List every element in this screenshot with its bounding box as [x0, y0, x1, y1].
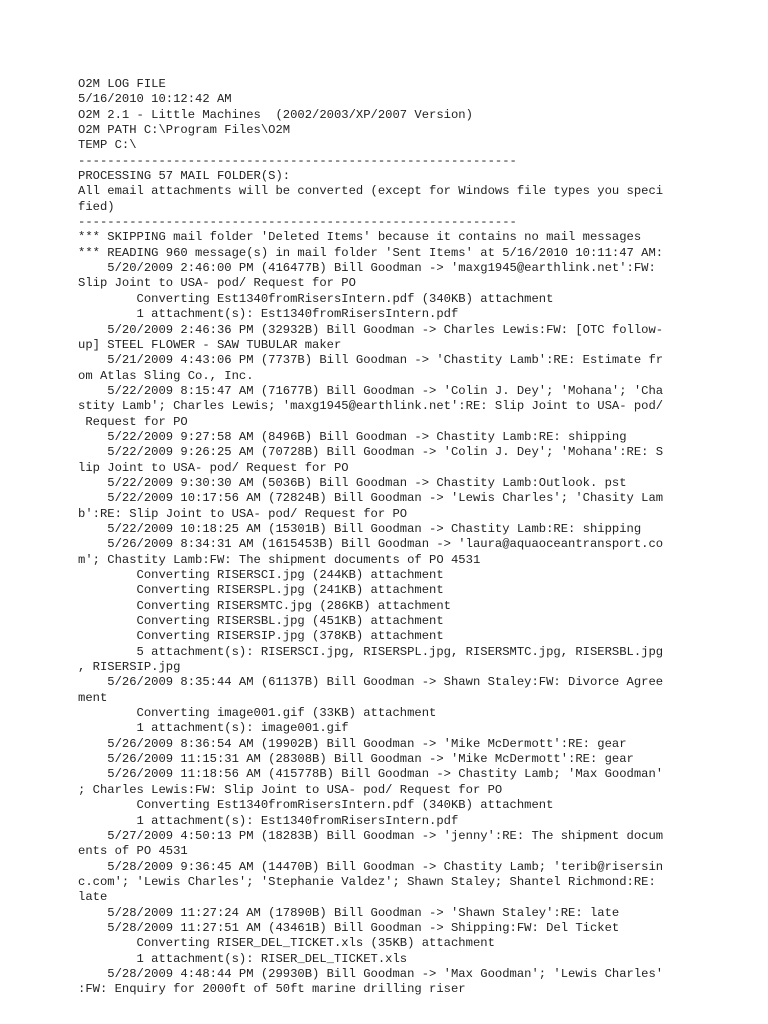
- log-line: ents of PO 4531: [78, 844, 188, 859]
- log-line: 5/20/2009 2:46:00 PM (416477B) Bill Goodman -> 'maxg1945@earthlink.net':FW:: [78, 261, 656, 276]
- log-line: 1 attachment(s): image001.gif: [78, 721, 349, 736]
- log-line: 5/26/2009 8:36:54 AM (19902B) Bill Goodman -> 'Mike McDermott':RE: gear: [78, 736, 627, 751]
- log-line: *** READING 960 message(s) in mail folder 'Sent Items' at 5/16/2010 10:11:47 AM:: [78, 245, 664, 260]
- log-line: O2M PATH C:\Program Files\O2M: [78, 123, 291, 138]
- log-line: Converting RISERSIP.jpg (378KB) attachment: [78, 629, 444, 644]
- log-line: fied): [78, 199, 115, 214]
- log-line: Converting RISERSMTC.jpg (286KB) attachment: [78, 598, 451, 613]
- log-line: Slip Joint to USA- pod/ Request for PO: [78, 276, 356, 291]
- log-line: Request for PO: [78, 414, 188, 429]
- log-line: Converting Est1340fromRisersIntern.pdf (340KB) attachment: [78, 798, 554, 813]
- log-line: 5/28/2009 11:27:24 AM (17890B) Bill Goodman -> 'Shawn Staley':RE: late: [78, 905, 620, 920]
- log-line: Converting RISER_DEL_TICKET.xls (35KB) attachment: [78, 936, 495, 951]
- log-line: 5/16/2010 10:12:42 AM: [78, 92, 232, 107]
- log-line: late: [78, 890, 108, 905]
- log-line: Converting image001.gif (33KB) attachment: [78, 706, 437, 721]
- log-line: ------------------------------------------------------------: [78, 215, 517, 230]
- log-line: om Atlas Sling Co., Inc.: [78, 368, 254, 383]
- log-line: 5/21/2009 4:43:06 PM (7737B) Bill Goodman -> 'Chastity Lamb':RE: Estimate fr: [78, 353, 664, 368]
- log-line: 5/22/2009 8:15:47 AM (71677B) Bill Goodman -> 'Colin J. Dey'; 'Mohana'; 'Cha: [78, 383, 664, 398]
- log-line: :FW: Enquiry for 2000ft of 50ft marine drilling riser: [78, 982, 466, 997]
- log-line: TEMP C:\: [78, 138, 137, 153]
- log-line: 5/26/2009 8:34:31 AM (1615453B) Bill Goodman -> 'laura@aquaoceantransport.co: [78, 537, 664, 552]
- log-line: PROCESSING 57 MAIL FOLDER(S):: [78, 169, 291, 184]
- log-line: Converting Est1340fromRisersIntern.pdf (340KB) attachment: [78, 291, 554, 306]
- log-line: c.com'; 'Lewis Charles'; 'Stephanie Valdez'; Shawn Staley; Shantel Richmond:RE:: [78, 874, 656, 889]
- log-line: ------------------------------------------------------------: [78, 153, 517, 168]
- log-line: 5/28/2009 4:48:44 PM (29930B) Bill Goodman -> 'Max Goodman'; 'Lewis Charles': [78, 966, 664, 981]
- log-line: 5/20/2009 2:46:36 PM (32932B) Bill Goodman -> Charles Lewis:FW: [OTC follow-: [78, 322, 664, 337]
- log-line: Converting RISERSBL.jpg (451KB) attachment: [78, 614, 444, 629]
- log-line: All email attachments will be converted (except for Windows file types you speci: [78, 184, 664, 199]
- log-line: 1 attachment(s): Est1340fromRisersIntern.pdf: [78, 813, 459, 828]
- log-line: 5/28/2009 9:36:45 AM (14470B) Bill Goodman -> Chastity Lamb; 'terib@risersin: [78, 859, 664, 874]
- log-line: Converting RISERSPL.jpg (241KB) attachment: [78, 583, 444, 598]
- log-line: , RISERSIP.jpg: [78, 660, 181, 675]
- log-line: 5/22/2009 9:30:30 AM (5036B) Bill Goodman -> Chastity Lamb:Outlook. pst: [78, 475, 627, 490]
- log-line: 5/22/2009 10:17:56 AM (72824B) Bill Goodman -> 'Lewis Charles'; 'Chasity Lam: [78, 491, 664, 506]
- log-line: stity Lamb'; Charles Lewis; 'maxg1945@earthlink.net':RE: Slip Joint to USA- pod/: [78, 399, 664, 414]
- log-line: 5/26/2009 11:15:31 AM (28308B) Bill Goodman -> 'Mike McDermott':RE: gear: [78, 752, 634, 767]
- log-line: O2M LOG FILE: [78, 77, 166, 91]
- log-line: 5 attachment(s): RISERSCI.jpg, RISERSPL.jpg, RISERSMTC.jpg, RISERSBL.jpg: [78, 644, 664, 659]
- log-line: 5/22/2009 9:27:58 AM (8496B) Bill Goodman -> Chastity Lamb:RE: shipping: [78, 429, 627, 444]
- log-line: 5/27/2009 4:50:13 PM (18283B) Bill Goodman -> 'jenny':RE: The shipment docum: [78, 828, 664, 843]
- log-line: 5/22/2009 10:18:25 AM (15301B) Bill Goodman -> Chastity Lamb:RE: shipping: [78, 521, 642, 536]
- log-text-block: [78, 77, 693, 998]
- log-line: 5/26/2009 8:35:44 AM (61137B) Bill Goodman -> Shawn Staley:FW: Divorce Agree: [78, 675, 664, 690]
- log-line: 1 attachment(s): RISER_DEL_TICKET.xls: [78, 951, 408, 966]
- log-line: ; Charles Lewis:FW: Slip Joint to USA- pod/ Request for PO: [78, 782, 503, 797]
- log-line: ment: [78, 690, 108, 705]
- log-line: O2M 2.1 - Little Machines (2002/2003/XP/2007 Version): [78, 107, 473, 122]
- log-line: 5/22/2009 9:26:25 AM (70728B) Bill Goodman -> 'Colin J. Dey'; 'Mohana':RE: S: [78, 445, 664, 460]
- log-line: 5/28/2009 11:27:51 AM (43461B) Bill Goodman -> Shipping:FW: Del Ticket: [78, 920, 620, 935]
- log-line: Converting RISERSCI.jpg (244KB) attachment: [78, 568, 444, 582]
- log-line: 5/26/2009 11:18:56 AM (415778B) Bill Goodman -> Chastity Lamb; 'Max Goodman': [78, 767, 664, 782]
- log-line: 1 attachment(s): Est1340fromRisersIntern.pdf: [78, 307, 459, 322]
- log-line: up] STEEL FLOWER - SAW TUBULAR maker: [78, 337, 342, 352]
- log-line: lip Joint to USA- pod/ Request for PO: [78, 460, 349, 475]
- log-line: m'; Chastity Lamb:FW: The shipment documents of PO 4531: [78, 552, 481, 567]
- log-line: b':RE: Slip Joint to USA- pod/ Request for PO: [78, 506, 408, 521]
- log-line: *** SKIPPING mail folder 'Deleted Items' because it contains no mail messages: [78, 230, 642, 245]
